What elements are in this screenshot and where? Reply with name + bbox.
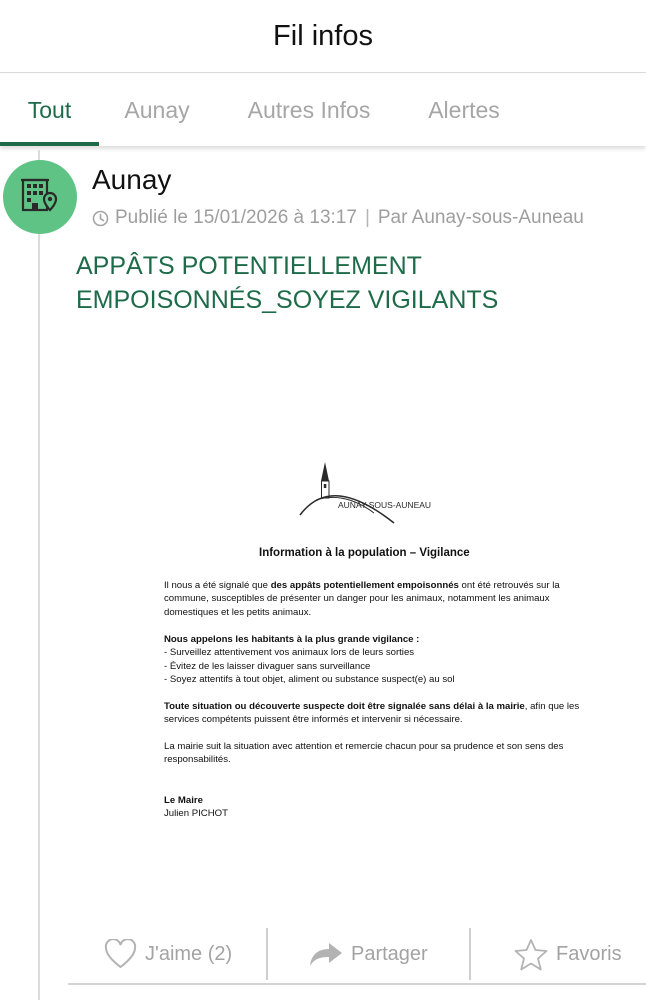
- share-button[interactable]: [309, 923, 428, 985]
- publish-date: Publié le 15/01/2026 à 13:17: [115, 207, 357, 228]
- timeline-line: [38, 150, 40, 1000]
- action-divider: [266, 928, 268, 980]
- share-arrow-icon: [309, 941, 343, 967]
- document-signature: Le Maire Julien PICHOT: [164, 795, 228, 820]
- clock-icon: [92, 210, 109, 227]
- post-meta: [92, 207, 584, 229]
- star-icon: [514, 938, 548, 971]
- post-title-line-1: APPÂTS POTENTIELLEMENT: [76, 252, 422, 280]
- share-label: Partager: [351, 942, 428, 965]
- tab-autres-infos[interactable]: Autres Infos: [247, 96, 371, 123]
- publisher: Par Aunay-sous-Auneau: [377, 207, 584, 228]
- town-logo-icon: [298, 455, 458, 527]
- tab-aunay[interactable]: Aunay: [124, 96, 190, 123]
- post-actions: [68, 923, 646, 985]
- document-paragraph-3: Toute situation ou découverte suspecte doit être signalée sans délai à la mairie, afin que les services compétents puissent être informés et intervenir si nécessaire.: [164, 701, 580, 726]
- building-location-icon: [20, 175, 60, 220]
- like-button[interactable]: [104, 923, 232, 985]
- document-paragraph-4: La mairie suit la situation avec attention et remercie chacun pour sa prudence et son sens des responsabilités.: [164, 741, 564, 766]
- post-title[interactable]: [76, 249, 616, 317]
- document-heading: Information à la population – Vigilance: [259, 547, 470, 559]
- document-paragraph-1: Il nous a été signalé que des appâts potentiellement empoisonnés ont été retrouvés sur la commune, susceptibles de présenter un danger pour les animaux, notamment les animaux domestiques et les petits animaux.: [164, 580, 560, 618]
- tab-alertes[interactable]: Alertes: [428, 96, 500, 123]
- page-title: Fil infos: [273, 19, 373, 52]
- favorite-label: Favoris: [556, 942, 622, 965]
- heart-icon: [104, 939, 137, 969]
- app-header: [0, 0, 646, 73]
- active-tab-indicator: [0, 142, 99, 146]
- meta-separator: |: [364, 207, 370, 228]
- tab-tout[interactable]: Tout: [27, 96, 72, 123]
- action-divider: [469, 928, 471, 980]
- tab-bar: [0, 74, 646, 146]
- town-logo-text: AUNAY-SOUS-AUNEAU: [338, 500, 432, 510]
- author-avatar[interactable]: [3, 160, 77, 234]
- document-paragraph-2: Nous appelons les habitants à la plus grande vigilance : - Surveillez attentivement vos animaux lors de leurs sorties - Évitez de les laisser divaguer sans surveillance - Soyez attentifs à tout objet, aliment ou substance suspect(e) au sol: [164, 634, 455, 686]
- post-author[interactable]: Aunay: [92, 164, 172, 195]
- post-title-line-2: EMPOISONNÉS_SOYEZ VIGILANTS: [76, 286, 499, 314]
- like-label: J'aime (2): [145, 942, 233, 965]
- favorite-button[interactable]: [514, 923, 622, 985]
